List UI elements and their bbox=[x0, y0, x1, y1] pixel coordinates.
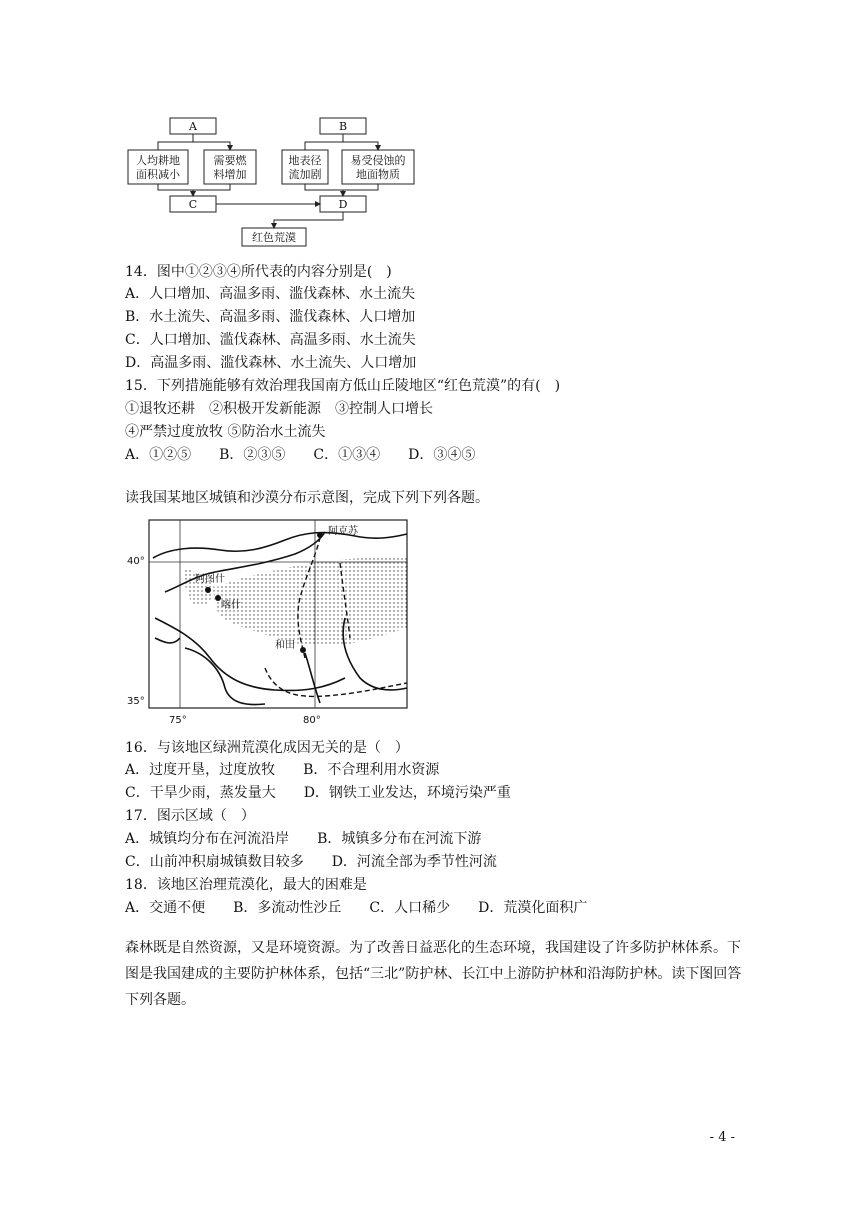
flow-label-result: 红色荒漠 bbox=[252, 231, 296, 244]
q14-option-b: B．水土流失、高温多雨、滥伐森林、人口增加 bbox=[125, 309, 416, 325]
q16-options-ab: A．过度开垦，过度放牧 B．不合理利用水资源 bbox=[125, 762, 440, 778]
city-label-kashi: 喀什 bbox=[221, 600, 241, 611]
flow-label-c: C bbox=[188, 198, 198, 211]
flow-label-a: A bbox=[189, 120, 197, 133]
flow-label-land-1: 人均耕地 bbox=[136, 154, 180, 167]
question-14: 14．图中①②③④所代表的内容分别是( ) bbox=[125, 264, 392, 280]
map-intro: 读我国某地区城镇和沙漠分布示意图，完成下列下列各题。 bbox=[125, 490, 489, 506]
q15-measures-2: ④严禁过度放牧 ⑤防治水土流失 bbox=[125, 424, 326, 440]
flow-label-fuel-2: 料增加 bbox=[213, 168, 247, 181]
question-16: 16．与该地区绿洲荒漠化成因无关的是（ ） bbox=[125, 740, 409, 756]
q15-answers: A．①②⑤ B．②③⑤ C．①③④ D．③④⑤ bbox=[125, 447, 476, 463]
longitude-80-label: 80° bbox=[303, 715, 321, 726]
q14-option-a: A．人口增加、高温多雨、滥伐森林、水土流失 bbox=[125, 286, 416, 302]
city-marker-aksu bbox=[317, 532, 323, 538]
city-label-atushi: 阿图什 bbox=[195, 574, 225, 585]
q17-options-cd: C．山前冲积扇城镇数目较多 D．河流全部为季节性河流 bbox=[125, 854, 497, 870]
question-18: 18．该地区治理荒漠化，最大的困难是 bbox=[125, 877, 367, 893]
page-number: - 4 - bbox=[709, 1130, 735, 1145]
q16-options-cd: C．干旱少雨，蒸发量大 D．钢铁工业发达，环境污染严重 bbox=[125, 785, 511, 801]
flow-label-runoff-1: 地表径 bbox=[288, 154, 322, 167]
desertification-flowchart bbox=[120, 112, 440, 252]
q14-option-d: D．高温多雨、滥伐森林、水土流失、人口增加 bbox=[125, 355, 417, 371]
city-marker-hotan bbox=[300, 647, 306, 653]
q17-options-ab: A．城镇均分布在河流沿岸 B．城镇多分布在河流下游 bbox=[125, 831, 482, 847]
flow-label-erosion-2: 地面物质 bbox=[356, 168, 400, 181]
q14-option-c: C．人口增加、滥伐森林、高温多雨、水土流失 bbox=[125, 332, 416, 348]
latitude-35-label: 35° bbox=[127, 696, 145, 707]
q15-measures-1: ①退牧还耕 ②积极开发新能源 ③控制人口增长 bbox=[125, 401, 433, 417]
flow-label-b: B bbox=[338, 120, 348, 133]
city-marker-atushi bbox=[205, 587, 211, 593]
city-label-hotan: 和田 bbox=[275, 640, 295, 651]
longitude-75-label: 75° bbox=[169, 715, 187, 726]
flow-label-erosion-1: 易受侵蚀的 bbox=[350, 154, 406, 167]
city-label-aksu: 阿克苏 bbox=[328, 526, 358, 537]
flow-label-runoff-2: 流加剧 bbox=[288, 168, 322, 181]
region-map bbox=[125, 518, 410, 728]
latitude-40-label: 40° bbox=[127, 556, 145, 567]
flow-label-land-2: 面积减小 bbox=[136, 168, 180, 181]
question-15: 15．下列措施能够有效治理我国南方低山丘陵地区“红色荒漠”的有( ) bbox=[125, 378, 561, 394]
forest-intro-paragraph: 森林既是自然资源，又是环境资源。为了改善日益恶化的生态环境，我国建设了许多防护林体系。下图是我国建成的主要防护林体系，包括“三北”防护林、长江中上游防护林和沿海防护林。读下图回答下列各题。 bbox=[125, 940, 742, 1008]
flow-label-d: D bbox=[338, 198, 348, 211]
flow-label-fuel-1: 需要燃 bbox=[213, 154, 247, 167]
question-17: 17．图示区域（ ） bbox=[125, 808, 255, 824]
q18-options: A．交通不便 B．多流动性沙丘 C．人口稀少 D．荒漠化面积广 bbox=[125, 900, 588, 916]
